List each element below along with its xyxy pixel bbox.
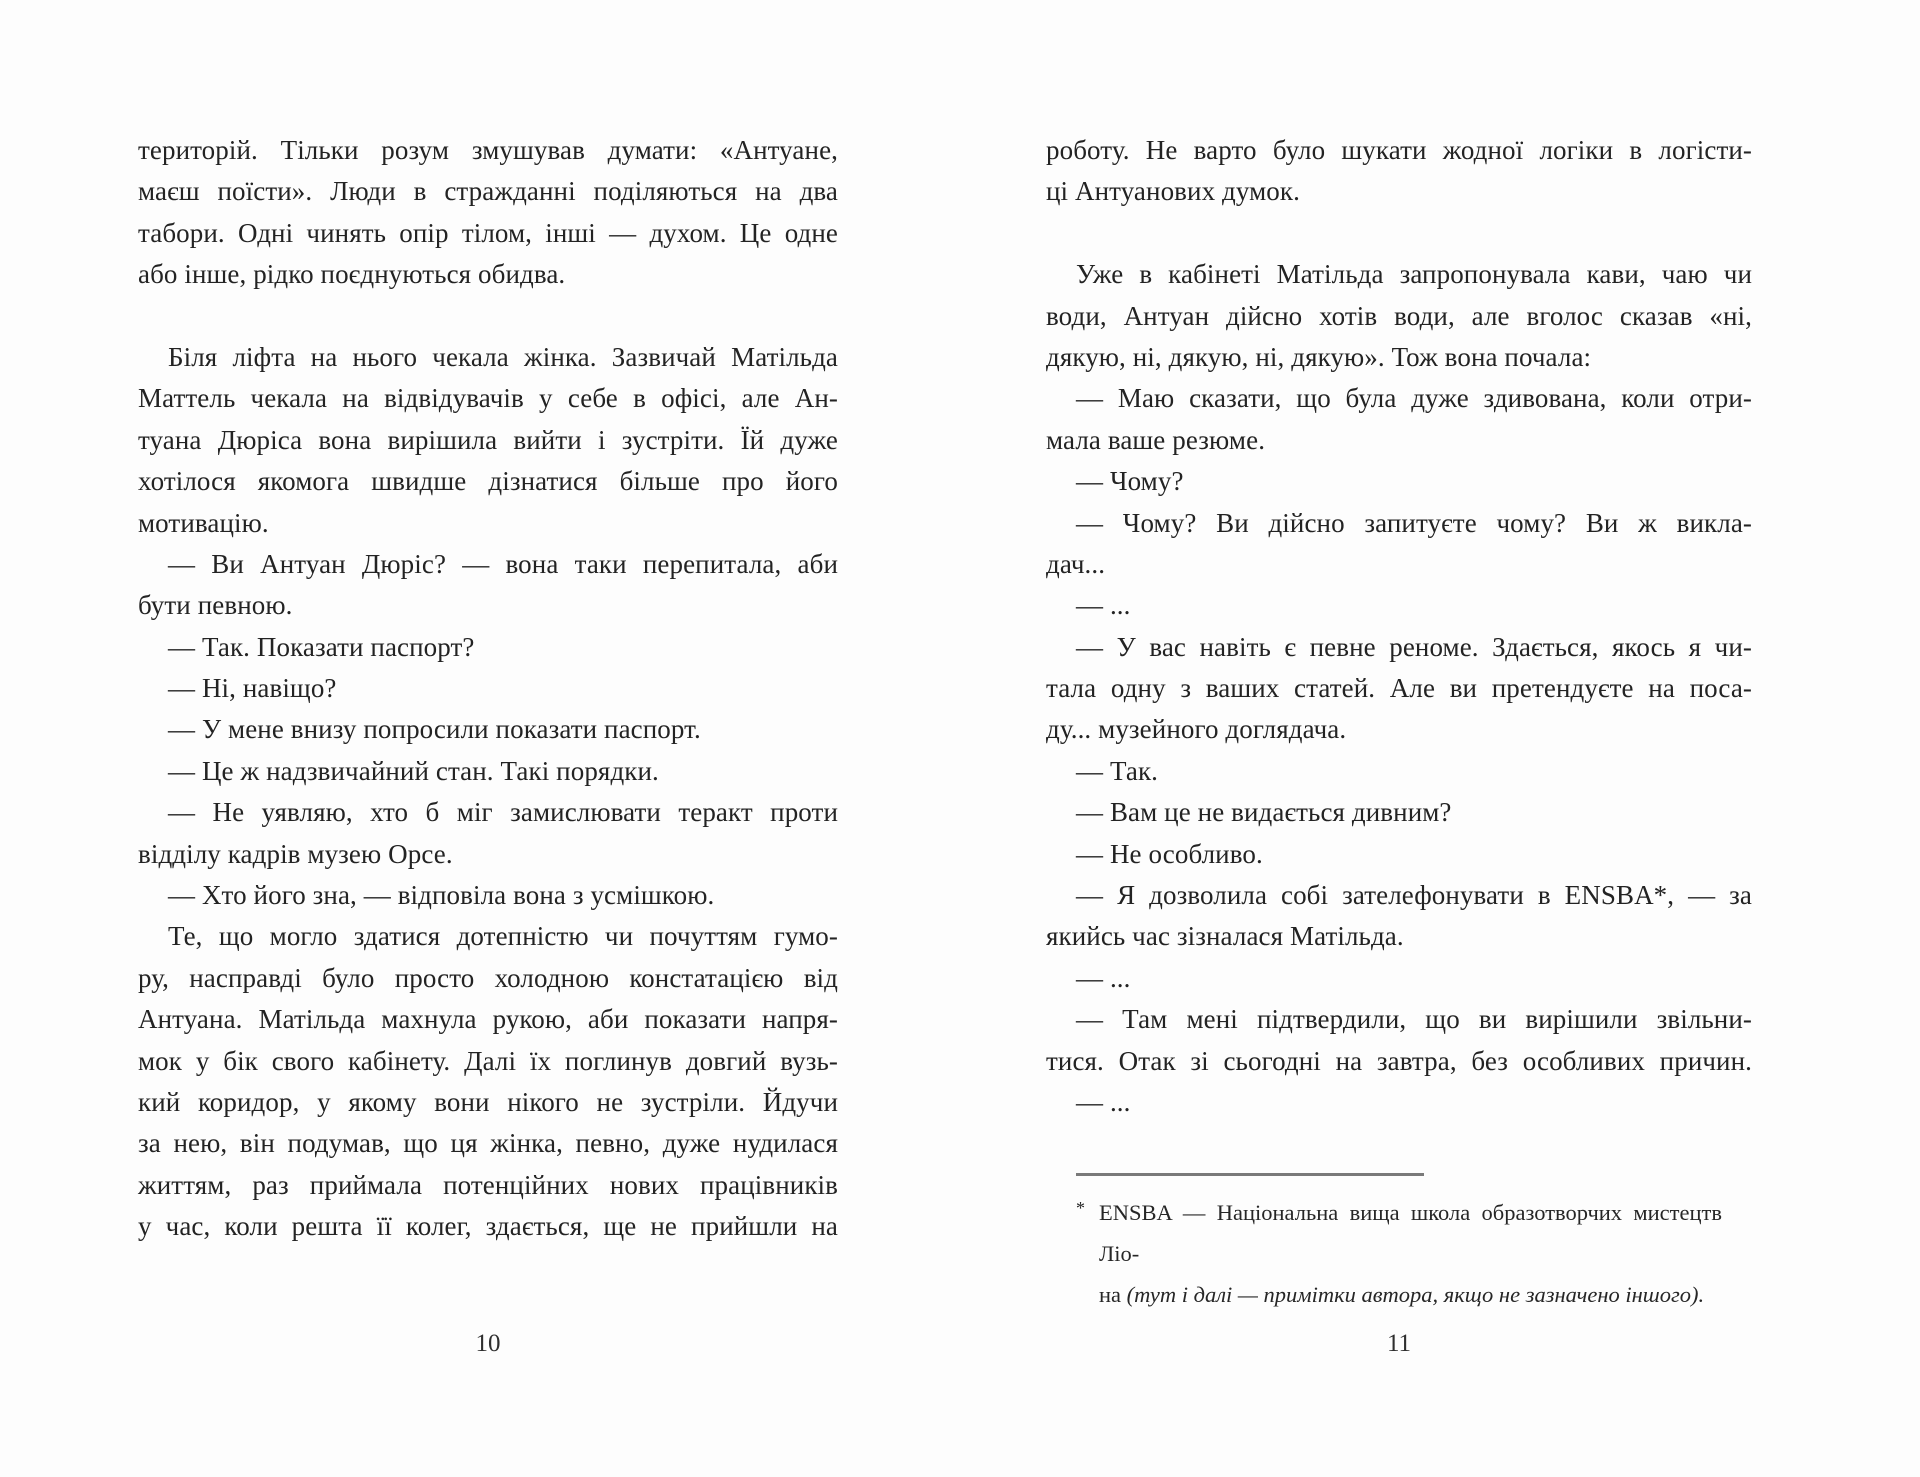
text-line: — Не уявляю, хто б міг замислювати теракт проти (168, 797, 838, 828)
text-line: територій. Тільки розум змушував думати: «Антуане, (138, 135, 838, 165)
text-line: — Ні, навіщо? (168, 673, 337, 704)
page-number-right: 11 (1386, 1330, 1412, 1357)
text-line: відділу кадрів музею Орсе. (138, 838, 453, 869)
text-line: дач... (1046, 548, 1106, 579)
text-line: або інше, рідко поєднуються обидва. (138, 259, 566, 290)
text-line: — Так. (1076, 755, 1159, 786)
text-line: тала одну з ваших статей. Але ви претендуєте на поса- (1046, 673, 1752, 704)
text-line: — ... (1076, 590, 1131, 621)
page-left (138, 130, 838, 1357)
text-line: дякую, ні, дякую, ні, дякую». Тож вона почала: (1046, 341, 1592, 372)
text-line: води, Антуан дійсно хотів води, але вголос сказав «ні, (1046, 300, 1752, 331)
text-line: мала ваше резюме. (1046, 424, 1266, 455)
text-line: — Чому? (1076, 466, 1184, 497)
text-line: кий коридор, у якому вони нікого не зустріли. Йдучи (138, 1086, 838, 1117)
text-line: — У вас навіть є певне реноме. Здається, якось я чи- (1076, 631, 1752, 662)
text-line: — Це ж надзвичайний стан. Такі порядки. (168, 755, 659, 786)
footnote-line-2 (1076, 1274, 1722, 1315)
footnote-line-1 (1076, 1192, 1722, 1274)
text-line: тися. Отак зі сьогодні на завтра, без особливих причин. (1046, 1045, 1752, 1076)
text-line: роботу. Не варто було шукати жодної логіки в логісти- (1046, 135, 1752, 165)
text-line: — Я дозволила собі зателефонувати в ENSBA*, — за (1076, 880, 1752, 911)
text-line: — Хто його зна, — відповіла вона з усмішкою. (168, 880, 715, 911)
text-line: ду... музейного доглядача. (1046, 714, 1347, 745)
text-line: життям, раз приймала потенційних нових працівників (138, 1169, 838, 1200)
text-line: Те, що могло здатися дотепністю чи почуттям гумо- (168, 921, 838, 952)
text-line: — Не особливо. (1076, 838, 1263, 869)
text-line: — Чому? Ви дійсно запитуєте чому? Ви ж викла- (1076, 507, 1752, 538)
text-line: Маттель чекала на відвідувачів у себе в офісі, але Ан- (138, 383, 838, 414)
text-line: — Ви Антуан Дюріс? — вона таки перепитала, аби (168, 548, 838, 579)
footnote (1076, 1173, 1722, 1315)
page-right-text-block (1046, 130, 1752, 1123)
text-line: — Там мені підтвердили, що ви вирішили звільни- (1076, 1004, 1752, 1035)
footnote-text-2-italic: (тут і далі — примітки автора, якщо не зазначено іншого). (1126, 1282, 1705, 1308)
text-line: маєш поїсти». Люди в стражданні поділяються на два (138, 176, 838, 207)
paragraph-gap (138, 296, 838, 337)
page-left-text-block (138, 130, 838, 1248)
text-line: Антуана. Матільда махнула рукою, аби показати напря- (138, 1004, 838, 1035)
text-line: бути певною. (138, 590, 293, 621)
text-line: — Так. Показати паспорт? (168, 631, 475, 662)
paragraph-gap (1046, 213, 1752, 254)
text-line: мок у бік свого кабінету. Далі їх поглинув довгий вузь- (138, 1045, 838, 1076)
text-line: хотілося якомога швидше дізнатися більше про його (138, 466, 838, 497)
text-line: — ... (1076, 1086, 1131, 1117)
page-right (1046, 130, 1752, 1357)
text-line: — У мене внизу попросили показати паспорт. (168, 714, 701, 745)
text-line: ру, насправді було просто холодною констатацією від (138, 962, 838, 993)
text-line: — ... (1076, 962, 1131, 993)
footnote-text-1: ENSBA — Національна вища школа образотворчих мистецтв Ліо- (1099, 1200, 1722, 1267)
text-line: Біля ліфта на нього чекала жінка. Зазвичай Матільда (168, 341, 838, 372)
text-line: у час, коли решта її колег, здається, ще не прийшли на (138, 1211, 838, 1242)
text-line: туана Дюріса вона вирішила вийти і зустріти. Їй дуже (138, 424, 838, 455)
page-number-left: 10 (475, 1330, 501, 1357)
text-line: Уже в кабінеті Матільда запропонувала кави, чаю чи (1076, 259, 1752, 290)
footnote-asterisk: * (1076, 1198, 1085, 1219)
text-line: — Вам це не видається дивним? (1076, 797, 1452, 828)
text-line: табори. Одні чинять опір тілом, інші — духом. Це одне (138, 217, 838, 248)
text-line: за нею, він подумав, що ця жінка, певно, дуже нудилася (138, 1128, 838, 1159)
text-line: мотивацію. (138, 507, 269, 538)
footnote-separator (1076, 1173, 1424, 1176)
footnote-text-2-regular: на (1099, 1282, 1127, 1308)
text-line: ці Антуанових думок. (1046, 176, 1300, 207)
text-line: — Маю сказати, що була дуже здивована, коли отри- (1076, 383, 1752, 414)
text-line: якийсь час зізналася Матільда. (1046, 921, 1404, 952)
